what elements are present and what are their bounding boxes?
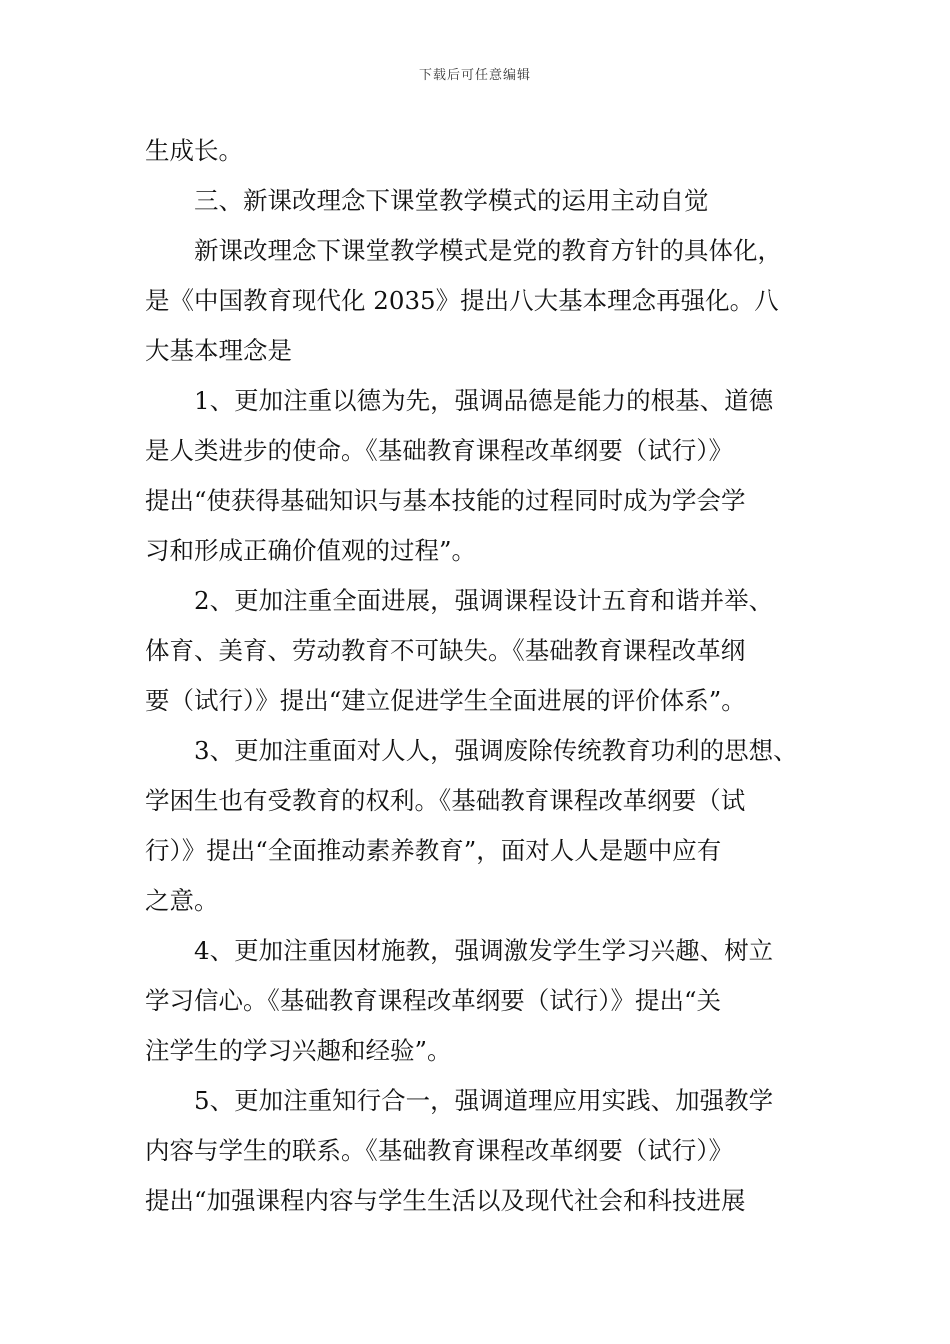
text-line: 2、更加注重全面进展，强调课程设计五育和谐并举、 (194, 586, 774, 615)
text-line: 3、更加注重面对人人，强调废除传统教育功利的思想、 (194, 736, 798, 765)
text-line: 是人类进步的使命。《基础教育课程改革纲要（试行）》 (145, 436, 733, 465)
text-line: 是《中国教育现代化 2035》提出八大基本理念再强化。八 (145, 286, 779, 315)
document-body (145, 126, 811, 1226)
text-line: 提出“使获得基础知识与基本技能的过程同时成为学会学 (145, 486, 746, 515)
text-line: 生成长。 (145, 136, 243, 165)
text-line: 习和形成正确价值观的过程”。 (145, 536, 477, 565)
text-line: 内容与学生的联系。《基础教育课程改革纲要（试行）》 (145, 1136, 733, 1165)
text-line: 4、更加注重因材施教，强调激发学生学习兴趣、树立 (194, 936, 774, 965)
text-line: 5、更加注重知行合一，强调道理应用实践、加强教学 (194, 1086, 774, 1115)
text-line: 新课改理念下课堂教学模式是党的教育方针的具体化， (194, 236, 782, 265)
text-line: 要（试行）》提出“建立促进学生全面进展的评价体系”。 (145, 686, 746, 715)
text-line: 行）》提出“全面推动素养教育”，面对人人是题中应有 (145, 836, 722, 865)
section-heading: 三、新课改理念下课堂教学模式的运用主动自觉 (194, 186, 709, 215)
text-line: 之意。 (145, 886, 219, 915)
text-line: 学习信心。《基础教育课程改革纲要（试行）》提出“关 (145, 986, 722, 1015)
text-line: 提出“加强课程内容与学生生活以及现代社会和科技进展 (145, 1186, 746, 1215)
page-header: 下载后可任意编辑 (418, 68, 531, 83)
text-line: 学困生也有受教育的权利。《基础教育课程改革纲要（试 (145, 786, 746, 815)
text-line: 注学生的学习兴趣和经验”。 (145, 1036, 452, 1065)
text-line: 体育、美育、劳动教育不可缺失。《基础教育课程改革纲 (145, 636, 746, 665)
text-line: 1、更加注重以德为先，强调品德是能力的根基、道德 (194, 386, 774, 415)
text-line: 大基本理念是 (145, 336, 292, 365)
